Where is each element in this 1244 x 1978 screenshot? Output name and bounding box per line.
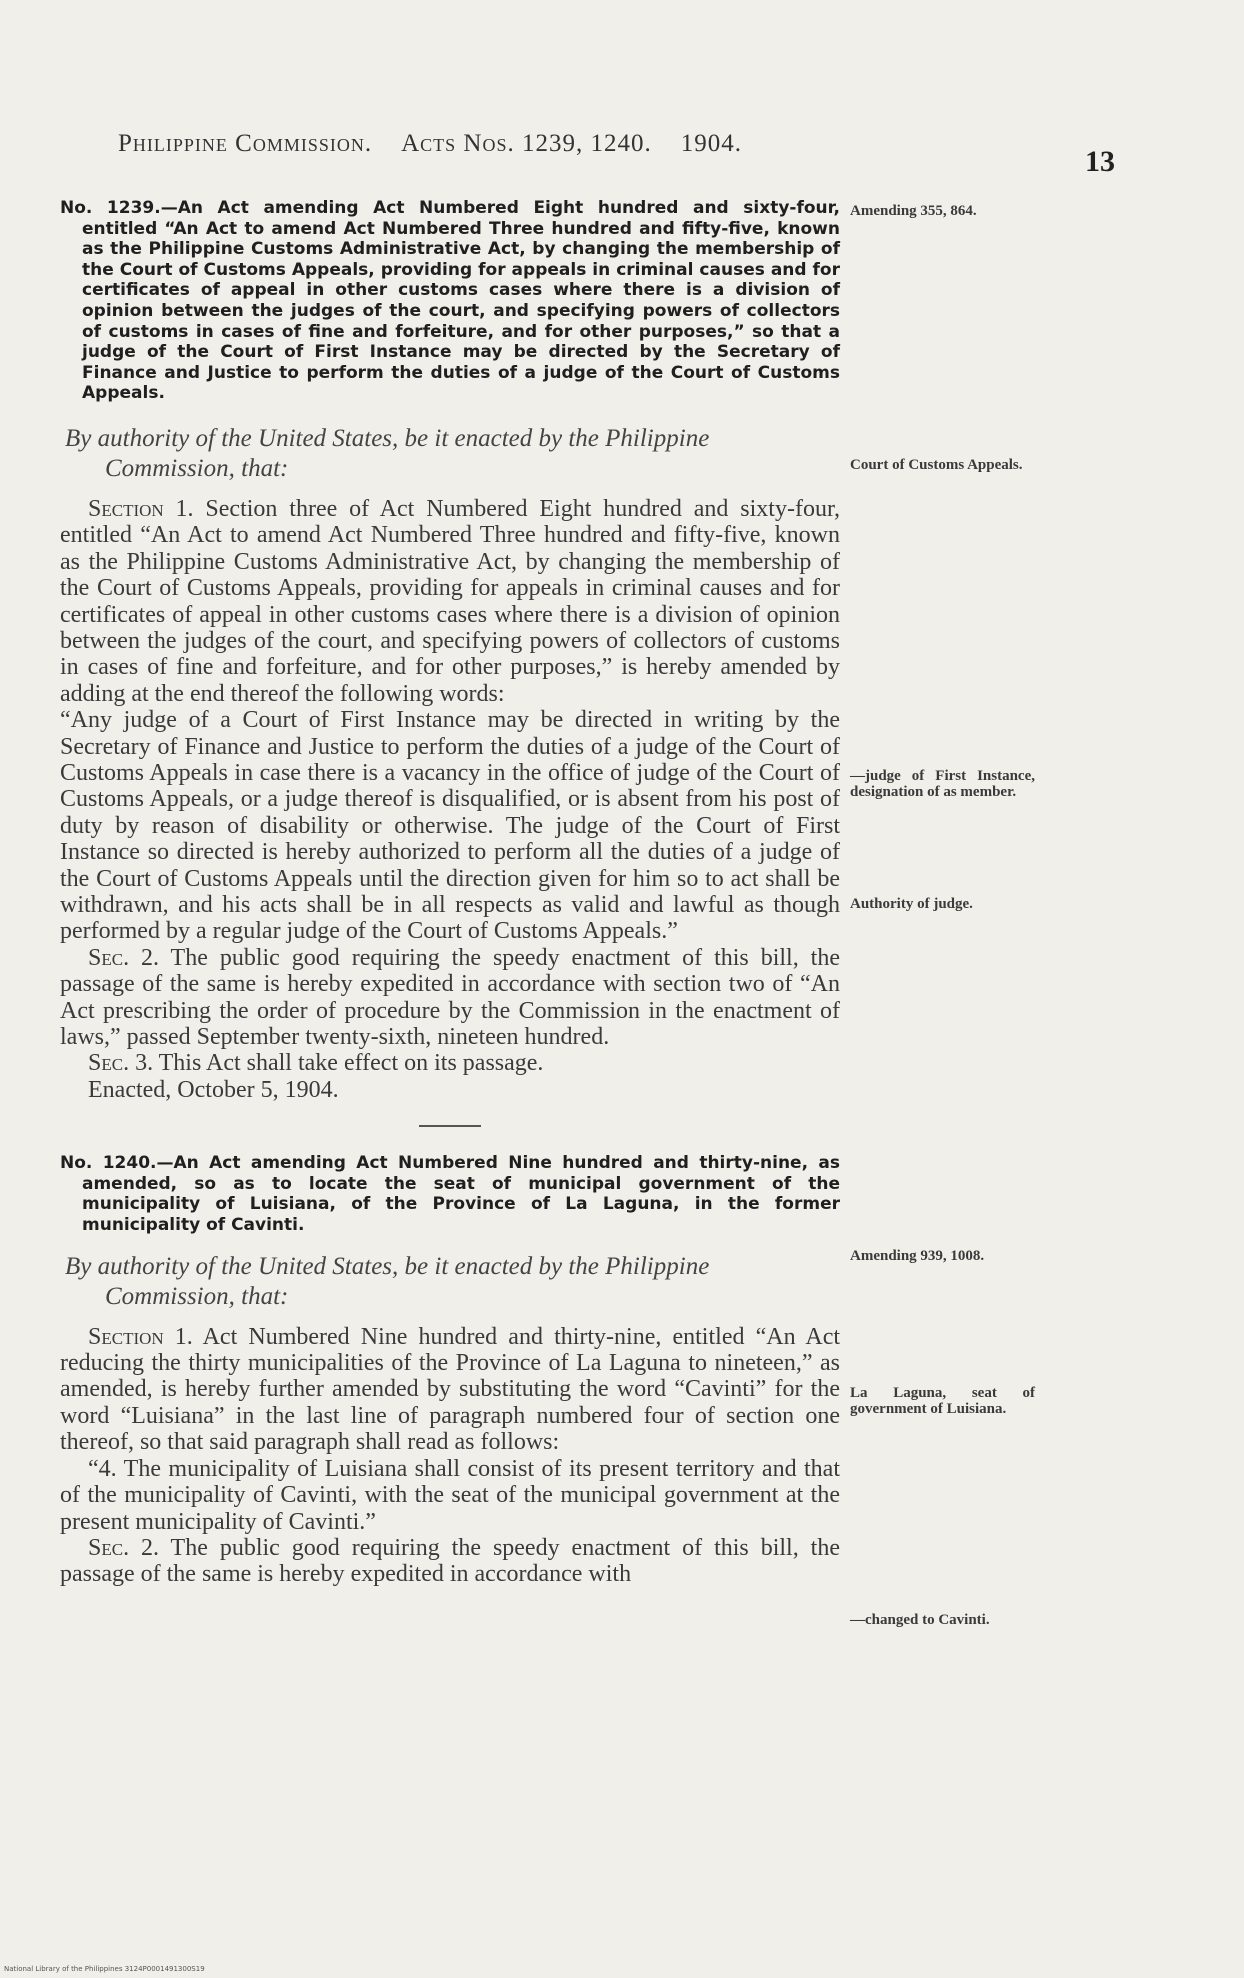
enacting-line-2: Commission, that:: [105, 454, 289, 482]
act-1239-body: [60, 496, 840, 1103]
section-text: Section three of Act Numbered Eight hundred and sixty-four, entitled “An Act to amend Act Numbered Three hundred and fifty-five, known as the Philippine Customs Administrative Act, by changing the membership of the Court of Customs Appeals, providing for appeals in criminal causes and for certificates of appeal in other customs cases where there is a division of opinion between the judges of the court, and specifying powers of collectors of customs in cases of fine and forfeiture, and for other purposes,” is hereby amended by adding at the end thereof the following words:: [60, 495, 840, 707]
act-1239-section-2: [60, 945, 840, 1051]
section-label: Section 1.: [88, 1323, 193, 1350]
act-1240-enacting-clause: [60, 1252, 840, 1312]
section-text: The public good requiring the speedy enactment of this bill, the passage of the same is hereby expedited in accordance with: [60, 1534, 840, 1588]
act-1240-body: [60, 1324, 840, 1588]
act-1239-enacted-date: Enacted, October 5, 1904.: [88, 1076, 339, 1103]
act-1239-enacting-clause: [60, 424, 840, 484]
act-1239-section-1: [60, 496, 840, 707]
header-year: 1904.: [680, 130, 742, 157]
section-text: Act Numbered Nine hundred and thirty-nine, entitled “An Act reducing the thirty municipalities of the Province of La Laguna to nineteen,” as amended, is hereby further amended by substituting the word “Cavinti” for the word “Luisiana” in the last line of paragraph numbered four of section one thereof, so that said paragraph shall read as follows:: [60, 1323, 841, 1456]
act-1240-section-2: [60, 1535, 840, 1588]
main-text-column: [60, 198, 840, 1588]
running-header: [118, 130, 1078, 158]
section-label: Section 1.: [88, 495, 194, 522]
act-1239-title: No. 1239.—An Act amending Act Numbered Eight hundred and sixty-four, entitled “An Act to amend Act Numbered Three hundred and fifty-five, known as the Philippine Customs Administrative Act, by changing the membership of the Court of Customs Appeals, providing for appeals in criminal causes and for certificates of appeal in other customs cases where there is a division of opinion between the judges of the court, and specifying powers of collectors of customs in cases of fine and forfeiture, and for other purposes,” so that a judge of the Court of First Instance may be directed by the Secretary of Finance and Justice to perform the duties of a judge of the Court of Customs Appeals.: [60, 198, 840, 404]
enacting-line-1: By authority of the United States, be it enacted by the Philippine: [65, 1252, 710, 1280]
margin-note-amending-939: Amending 939, 1008.: [850, 1248, 985, 1264]
margin-note-la-laguna-seat: La Laguna, seat of government of Luisiana.: [850, 1385, 1035, 1417]
margin-note-authority-of-judge: Authority of judge.: [850, 896, 973, 912]
section-label: Sec. 2.: [88, 944, 160, 971]
enacting-line-2: Commission, that:: [105, 1282, 289, 1310]
header-title: Philippine Commission.: [118, 130, 373, 157]
header-acts: Acts Nos. 1239, 1240.: [401, 130, 652, 157]
act-1239-quoted-amendment: “Any judge of a Court of First Instance may be directed in writing by the Secretary of Finance and Justice to perform the duties of a judge of the Court of Customs Appeals in case there is a vacancy in the office of judge of the Court of Customs Appeals, or a judge thereof is disqualified, or is absent from his post of duty by reason of disability or otherwise. The judge of the Court of First Instance so directed is hereby authorized to perform all the duties of a judge of the Court of Customs Appeals until the direction given for him so to act shall be withdrawn, and his acts shall be in all respects as valid and lawful as though performed by a regular judge of the Court of Customs Appeals.”: [60, 707, 840, 945]
section-text: The public good requiring the speedy enactment of this bill, the passage of the same is hereby expedited in accordance with section two of “An Act prescribing the order of procedure by the Commission in the enactment of laws,” passed September twenty-sixth, nineteen hundred.: [60, 944, 840, 1051]
scan-footer: National Library of the Philippines 3124P0001491300S19: [4, 1965, 205, 1973]
enacting-line-1: By authority of the United States, be it enacted by the Philippine: [65, 424, 710, 452]
act-1239-section-3: [60, 1050, 840, 1076]
section-text: This Act shall take effect on its passage.: [153, 1050, 544, 1077]
section-label: Sec. 3.: [88, 1050, 154, 1077]
section-label: Sec. 2.: [88, 1534, 160, 1561]
act-1240-section-1: [60, 1324, 840, 1456]
margin-note-court-of-customs-appeals: Court of Customs Appeals.: [850, 457, 1023, 473]
act-1240-title: No. 1240.—An Act amending Act Numbered Nine hundred and thirty-nine, as amended, so as to locate the seat of municipal government of the municipality of Luisiana, of the Province of La Laguna, in the former municipality of Cavinti.: [60, 1153, 840, 1236]
page-number: 13: [1085, 145, 1115, 178]
margin-note-amending-355: Amending 355, 864.: [850, 203, 977, 219]
margin-note-changed-to-cavinti: —changed to Cavinti.: [850, 1612, 990, 1628]
act-1240-quoted-paragraph: “4. The municipality of Luisiana shall consist of its present territory and that of the municipality of Cavinti, with the seat of the municipal government at the present municipality of Cavinti.”: [60, 1455, 840, 1535]
margin-note-judge-designation: —judge of First Instance, designation of as member.: [850, 768, 1035, 800]
